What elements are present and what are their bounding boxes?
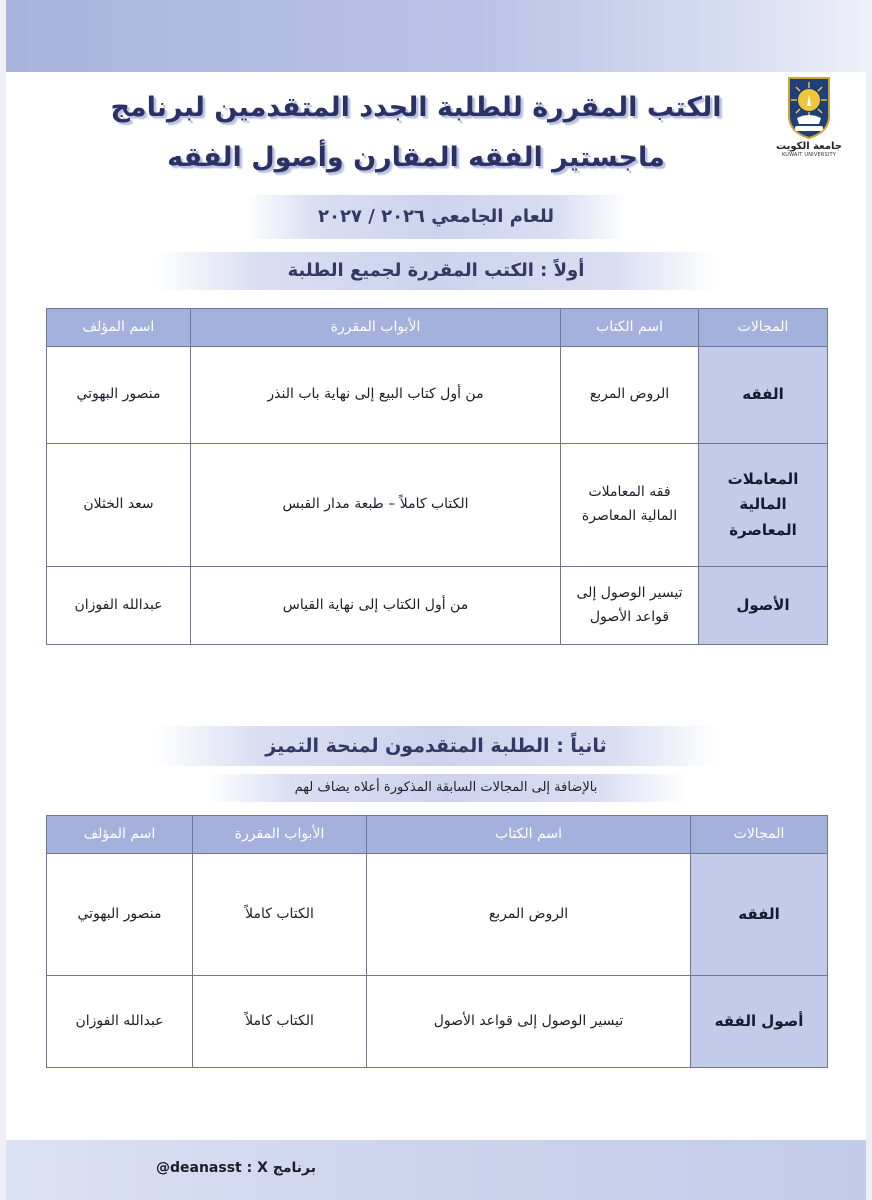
footer-program-label: برنامج — [272, 1160, 317, 1176]
author-cell: سعد الخثلان — [47, 444, 191, 567]
page-title-line-2: ماجستير الفقه المقارن وأصول الفقه — [167, 142, 665, 173]
column-header-field: المجالات — [691, 816, 828, 854]
field-cell: أصول الفقه — [691, 976, 828, 1068]
footer-handle: @deanasst — [156, 1160, 242, 1176]
table-row — [47, 444, 828, 567]
table-row — [47, 347, 828, 444]
footer-band — [6, 1140, 866, 1200]
chapters-cell: من أول كتاب البيع إلى نهاية باب النذر — [191, 347, 561, 444]
footer-social-handle: @deanasst : X برنامج — [156, 1160, 317, 1176]
document-page — [6, 0, 866, 1200]
top-decorative-band — [6, 0, 866, 72]
table-header-row — [47, 816, 828, 854]
author-cell: عبدالله الفوزان — [47, 567, 191, 645]
author-cell: منصور البهوتي — [47, 854, 193, 976]
kuwait-university-emblem-icon — [785, 76, 833, 140]
chapters-cell: الكتاب كاملاً — [193, 976, 367, 1068]
column-header-book: اسم الكتاب — [367, 816, 691, 854]
page-title-line-1: الكتب المقررة للطلبة الجدد المتقدمين لبرنامج — [110, 92, 722, 123]
column-header-field: المجالات — [699, 309, 828, 347]
section2-table — [46, 815, 828, 1068]
table-header-row — [47, 309, 828, 347]
chapters-cell: الكتاب كاملاً — [193, 854, 367, 976]
table-row — [47, 976, 828, 1068]
chapters-cell: الكتاب كاملاً – طبعة مدار القبس — [191, 444, 561, 567]
section2-note: بالإضافة إلى المجالات السابقة المذكورة أعلاه يضاف لهم — [206, 774, 686, 802]
logo-arabic-name: جامعة الكويت — [776, 141, 842, 152]
column-header-book: اسم الكتاب — [561, 309, 699, 347]
column-header-chapters: الأبواب المقررة — [191, 309, 561, 347]
column-header-chapters: الأبواب المقررة — [193, 816, 367, 854]
table-row — [47, 854, 828, 976]
field-cell: الأصول — [699, 567, 828, 645]
author-cell: عبدالله الفوزان — [47, 976, 193, 1068]
author-cell: منصور البهوتي — [47, 347, 191, 444]
field-cell: الفقه — [699, 347, 828, 444]
x-platform-icon: X — [257, 1160, 268, 1176]
section1-table — [46, 308, 828, 645]
field-cell: المعاملات المالية المعاصرة — [699, 444, 828, 567]
book-cell: الروض المربع — [561, 347, 699, 444]
column-header-author: اسم المؤلف — [47, 309, 191, 347]
logo-english-name: KUWAIT UNIVERSITY — [781, 152, 837, 158]
field-cell: الفقه — [691, 854, 828, 976]
chapters-cell: من أول الكتاب إلى نهاية القياس — [191, 567, 561, 645]
book-cell: الروض المربع — [367, 854, 691, 976]
university-logo — [776, 76, 842, 188]
book-cell: تيسير الوصول إلى قواعد الأصول — [561, 567, 699, 645]
section1-heading: أولاً : الكتب المقررة لجميع الطلبة — [156, 252, 716, 290]
book-cell: فقه المعاملات المالية المعاصرة — [561, 444, 699, 567]
column-header-author: اسم المؤلف — [47, 816, 193, 854]
table-row — [47, 567, 828, 645]
academic-year-banner: للعام الجامعي ٢٠٢٦ / ٢٠٢٧ — [246, 195, 626, 239]
section2-heading: ثانياً : الطلبة المتقدمون لمنحة التميز — [156, 726, 716, 766]
book-cell: تيسير الوصول إلى قواعد الأصول — [367, 976, 691, 1068]
